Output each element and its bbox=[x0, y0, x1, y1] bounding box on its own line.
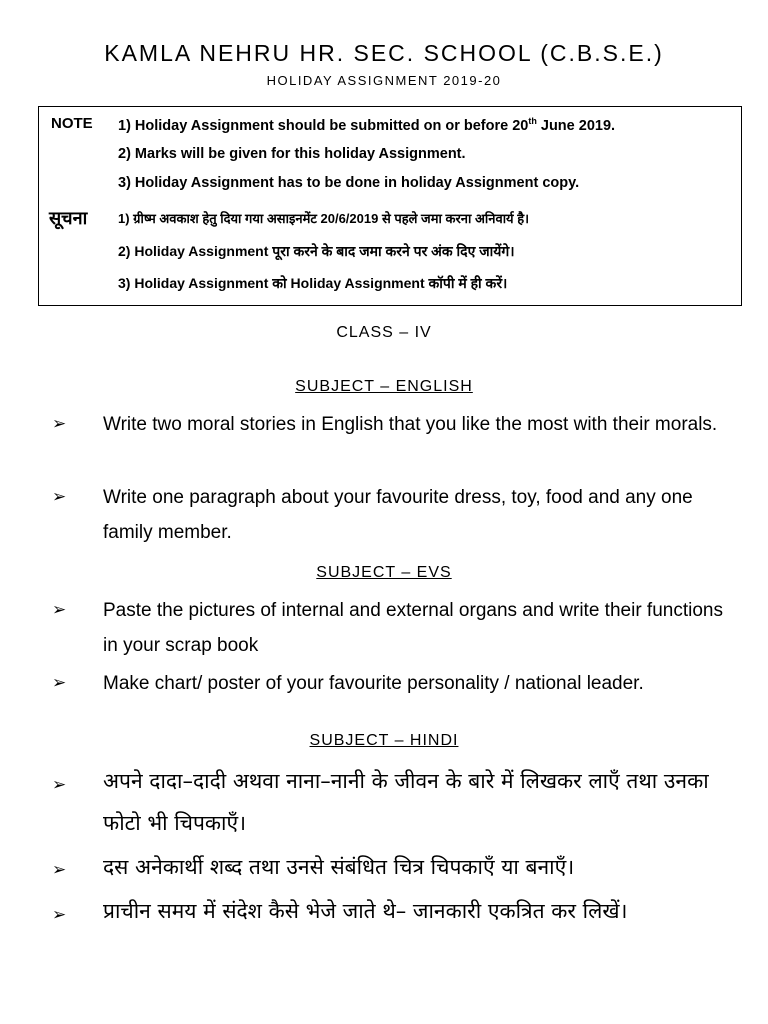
english-item-2: Write one paragraph about your favourite dress, toy, food and any one family member. bbox=[103, 487, 693, 543]
section-title-evs: SUBJECT – EVS bbox=[316, 564, 452, 581]
arrow-bullet-icon: ➢ bbox=[52, 775, 67, 795]
evs-item-1: Paste the pictures of internal and external organs and write their functions in your scrap book bbox=[103, 600, 723, 656]
note-item-hi-2: 2) Holiday Assignment पूरा करने के बाद जमा करने पर अंक दिए जायेंगे। bbox=[118, 243, 515, 259]
hindi-item-3: प्राचीन समय में संदेश कैसे भेजे जाते थे– जानकारी एकत्रित कर लिखें। bbox=[103, 899, 628, 923]
note-item-hi-1: 1) ग्रीष्म अवकाश हेतु दिया गया असाइनमेंट 20/6/2019 से पहले जमा करना अनिवार्य है। bbox=[118, 211, 530, 226]
note-label: NOTE bbox=[51, 115, 93, 132]
note-item-en-1: 1) Holiday Assignment should be submitted on or before 20th June 2019. bbox=[118, 116, 616, 134]
note-box bbox=[38, 106, 742, 306]
note-item-en-2: 2) Marks will be given for this holiday Assignment. bbox=[118, 146, 466, 162]
arrow-bullet-icon: ➢ bbox=[52, 600, 67, 620]
section-title-english: SUBJECT – ENGLISH bbox=[295, 378, 473, 395]
arrow-bullet-icon: ➢ bbox=[52, 905, 67, 925]
arrow-bullet-icon: ➢ bbox=[52, 673, 67, 693]
class-label: CLASS – IV bbox=[336, 324, 432, 341]
hindi-item-1: अपने दादा–दादी अथवा नाना–नानी के जीवन के बारे में लिखकर लाएँ तथा उनका फोटो भी चिपकाएँ। bbox=[103, 769, 709, 835]
assignment-title: HOLIDAY ASSIGNMENT 2019-20 bbox=[266, 73, 502, 88]
hindi-item-2: दस अनेकार्थी शब्द तथा उनसे संबंधित चित्र चिपकाएँ या बनाएँ। bbox=[103, 855, 575, 879]
arrow-bullet-icon: ➢ bbox=[52, 414, 67, 434]
arrow-bullet-icon: ➢ bbox=[52, 487, 67, 507]
section-title-hindi: SUBJECT – HINDI bbox=[309, 732, 459, 749]
suchna-label: सूचना bbox=[49, 208, 88, 228]
evs-item-2: Make chart/ poster of your favourite personality / national leader. bbox=[103, 673, 644, 694]
english-item-1: Write two moral stories in English that you like the most with their morals. bbox=[103, 414, 718, 435]
note-item-hi-3: 3) Holiday Assignment को Holiday Assignment कॉपी में ही करें। bbox=[118, 275, 508, 291]
arrow-bullet-icon: ➢ bbox=[52, 860, 67, 880]
school-name: KAMLA NEHRU HR. SEC. SCHOOL (C.B.S.E.) bbox=[104, 40, 664, 66]
note-item-en-3: 3) Holiday Assignment has to be done in holiday Assignment copy. bbox=[118, 175, 580, 191]
